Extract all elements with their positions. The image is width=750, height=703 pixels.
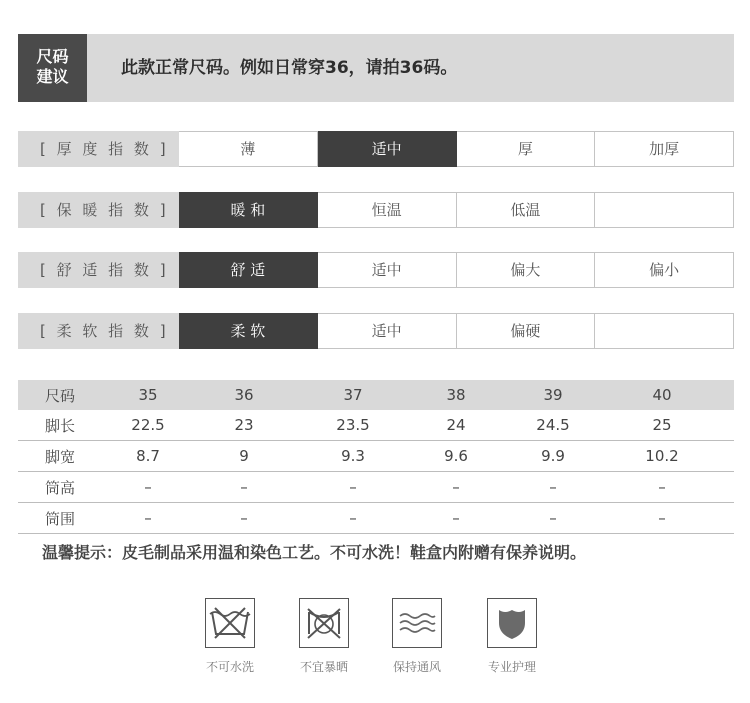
warmth-option-constant: 恒温 [318, 192, 457, 228]
comfort-option-small: 偏小 [595, 252, 734, 288]
foot-length-cell: 23.5 [336, 416, 370, 434]
foot-length-cell: 25 [652, 416, 672, 434]
thickness-option-medium: 适中 [318, 131, 457, 167]
foot-width-cell: 9 [239, 447, 249, 465]
foot-length-label: 脚长 [45, 416, 76, 435]
foot-length-cell: 23 [234, 416, 254, 434]
comfort-index-row [18, 252, 734, 288]
foot-width-cell: 9.6 [444, 447, 468, 465]
size-row-label: 尺码 [45, 386, 76, 405]
softness-index-label: [ 柔 软 指 数 ] [18, 313, 179, 349]
size-cell: 39 [543, 386, 563, 404]
care-item-no-wash [185, 598, 275, 675]
care-tip-text: 温馨提示：皮毛制品采用温和染色工艺。不可水洗！鞋盒内附赠有保养说明。 [42, 543, 587, 562]
shaft-circumference-cell: – [144, 509, 152, 527]
comfort-option-medium: 适中 [318, 252, 457, 288]
care-item-professional-care [467, 598, 557, 675]
ventilation-icon [392, 598, 442, 648]
shaft-circumference-label: 筒围 [45, 509, 76, 528]
softness-option-medium: 适中 [318, 313, 457, 349]
foot-width-cell: 9.9 [541, 447, 565, 465]
foot-width-cell: 9.3 [341, 447, 365, 465]
shaft-height-cell: – [658, 478, 666, 496]
warmth-index-label: [ 保 暖 指 数 ] [18, 192, 179, 228]
size-advice-text: 此款正常尺码。例如日常穿36，请拍36码。 [121, 58, 458, 78]
professional-care-icon [487, 598, 537, 648]
foot-length-row [18, 410, 734, 441]
no-sun-dry-icon [299, 598, 349, 648]
thickness-index-label: [ 厚 度 指 数 ] [18, 131, 179, 167]
size-cell: 40 [652, 386, 672, 404]
size-table [18, 380, 734, 534]
care-label-ventilation: 保持通风 [392, 660, 441, 674]
shaft-circumference-cell: – [349, 509, 357, 527]
size-advice-tag-line1: 尺码 [36, 47, 69, 66]
shaft-circumference-cell: – [452, 509, 460, 527]
shaft-height-label: 筒高 [45, 478, 76, 497]
shaft-circumference-cell: – [549, 509, 557, 527]
foot-length-cell: 24 [446, 416, 466, 434]
foot-width-row [18, 441, 734, 472]
foot-width-label: 脚宽 [45, 447, 76, 466]
size-cell: 37 [343, 386, 363, 404]
size-advice-tag [18, 34, 87, 102]
softness-option-empty [595, 313, 734, 349]
softness-option-hard: 偏硬 [457, 313, 596, 349]
shaft-circumference-cell: – [658, 509, 666, 527]
no-wash-icon [205, 598, 255, 648]
size-advice-banner [18, 34, 734, 102]
thickness-index-row [18, 131, 734, 167]
shaft-circumference-row [18, 503, 734, 534]
thickness-option-extra-thick: 加厚 [595, 131, 734, 167]
care-item-no-sun-dry [279, 598, 369, 675]
comfort-index-label: [ 舒 适 指 数 ] [18, 252, 179, 288]
foot-width-cell: 10.2 [645, 447, 679, 465]
size-cell: 38 [446, 386, 466, 404]
foot-length-cell: 22.5 [131, 416, 165, 434]
shaft-height-cell: – [549, 478, 557, 496]
thickness-option-thin: 薄 [179, 131, 318, 167]
warmth-option-warm: 暖 和 [179, 192, 318, 228]
shaft-height-cell: – [349, 478, 357, 496]
care-label-professional-care: 专业护理 [487, 660, 536, 674]
comfort-option-comfortable: 舒 适 [179, 252, 318, 288]
shaft-height-cell: – [144, 478, 152, 496]
softness-index-row [18, 313, 734, 349]
care-label-no-wash: 不可水洗 [205, 660, 254, 674]
foot-width-cell: 8.7 [136, 447, 160, 465]
comfort-option-large: 偏大 [457, 252, 596, 288]
warmth-option-empty [595, 192, 734, 228]
care-label-no-sun-dry: 不宜暴晒 [299, 660, 348, 674]
warmth-index-row [18, 192, 734, 228]
size-advice-tag-line2: 建议 [36, 67, 69, 86]
size-table-header-row [18, 380, 734, 410]
shaft-circumference-cell: – [240, 509, 248, 527]
care-item-ventilation [372, 598, 462, 675]
size-cell: 35 [138, 386, 158, 404]
shaft-height-row [18, 472, 734, 503]
softness-option-soft: 柔 软 [179, 313, 318, 349]
foot-length-cell: 24.5 [536, 416, 570, 434]
warmth-option-low: 低温 [457, 192, 596, 228]
shaft-height-cell: – [452, 478, 460, 496]
thickness-option-thick: 厚 [457, 131, 596, 167]
shaft-height-cell: – [240, 478, 248, 496]
size-cell: 36 [234, 386, 254, 404]
